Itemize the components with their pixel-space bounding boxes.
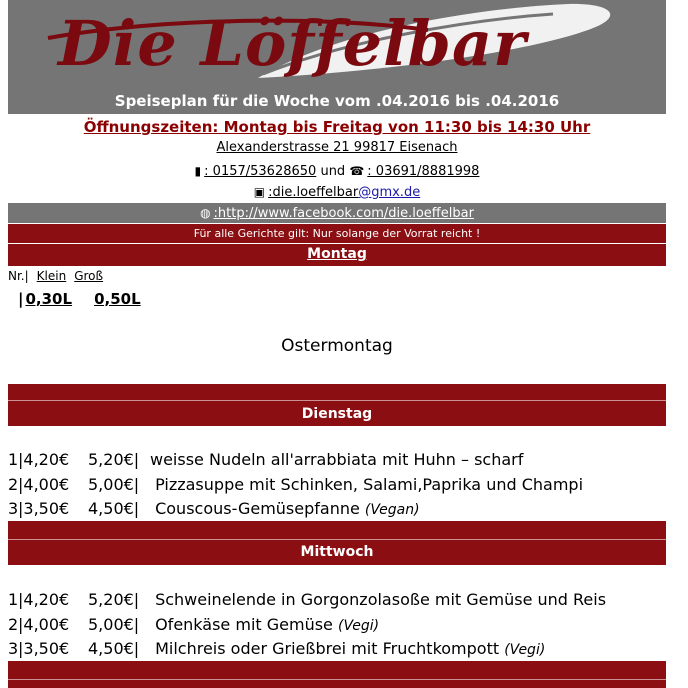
facebook-link[interactable]: :http://www.facebook.com/die.loeffelbar	[213, 206, 474, 221]
dish-price-large: 5,20€|	[88, 450, 140, 469]
opening-hours-text: Öffnungszeiten: Montag bis Freitag von 11:30 bis 14:30 Uhr	[83, 118, 591, 136]
dish-price-small: |4,00€	[18, 615, 70, 634]
dish-number: 1	[8, 590, 19, 609]
holiday-text: Ostermontag	[281, 336, 393, 356]
mobile-number: : 0157/53628650	[204, 164, 317, 179]
dish-price-small: |3,50€	[18, 499, 70, 518]
small-value: 0,30L	[25, 290, 73, 308]
size-values	[18, 289, 163, 309]
dish-row	[8, 588, 668, 612]
day-header-montag	[8, 244, 666, 266]
dish-note: (Vegi)	[337, 618, 380, 634]
dish-price-large: 5,00€|	[88, 615, 140, 634]
dish-number: 3	[8, 639, 19, 658]
dish-note: (Vegan)	[364, 502, 420, 518]
email-domain[interactable]: @gmx.de	[358, 185, 421, 200]
header-banner	[8, 0, 666, 114]
notice-bar: Für alle Gerichte gilt: Nur solange der Vorrat reicht !	[8, 224, 666, 243]
dish-price-large: 5,20€|	[88, 590, 140, 609]
dish-number: 1	[8, 450, 19, 469]
dish-name: weisse Nudeln all'arrabbiata mit Huhn – scharf	[150, 450, 524, 469]
logo-title: Die Löffelbar	[58, 7, 527, 80]
small-label: Klein	[36, 269, 67, 283]
dish-name: Schweinelende in Gorgonzolasoße mit Gemüse und Reis	[150, 590, 607, 609]
facebook-bar	[8, 203, 666, 223]
computer-icon: ▣	[253, 185, 266, 199]
dish-row	[8, 473, 668, 497]
dish-number: 3	[8, 499, 19, 518]
nr-label: Nr.|	[8, 269, 29, 283]
phone-line	[8, 160, 666, 182]
day-header-mittwoch	[8, 521, 666, 565]
dish-name: Couscous-Gemüsepfanne	[150, 499, 365, 518]
dish-price-large: 4,50€|	[88, 499, 140, 518]
size-header	[8, 268, 111, 284]
telephone-icon: ☎	[349, 164, 365, 178]
email-line	[8, 182, 666, 202]
phone-number: : 03691/8881998	[367, 164, 480, 179]
globe-icon: ◍	[200, 206, 211, 220]
large-value: 0,50L	[94, 290, 141, 308]
bar-divider	[8, 679, 666, 680]
large-label: Groß	[74, 269, 104, 283]
dish-note: (Vegi)	[504, 642, 546, 658]
day-name: Mittwoch	[300, 544, 374, 560]
opening-hours	[8, 116, 666, 138]
dish-name: Pizzasuppe mit Schinken, Salami,Paprika und Champi	[150, 475, 584, 494]
dish-price-small: |4,20€	[18, 450, 70, 469]
address-text: Alexanderstrasse 21 99817 Eisenach	[216, 140, 458, 155]
phone-and: und	[320, 164, 346, 179]
dish-price-large: 4,50€|	[88, 639, 140, 658]
mobile-phone-icon: ▮	[194, 164, 202, 178]
dish-row	[8, 637, 668, 661]
size-divider: |	[18, 290, 24, 308]
email-user[interactable]: :die.loeffelbar	[268, 185, 359, 200]
day-name: Montag	[307, 246, 367, 262]
dish-row	[8, 497, 668, 521]
dish-row	[8, 613, 668, 637]
dish-number: 2	[8, 615, 19, 634]
address	[8, 138, 666, 158]
dish-price-small: |3,50€	[18, 639, 70, 658]
dish-number: 2	[8, 475, 19, 494]
dish-price-small: |4,00€	[18, 475, 70, 494]
dish-name: Milchreis oder Grießbrei mit Fruchtkompott	[150, 639, 505, 658]
dish-price-small: |4,20€	[18, 590, 70, 609]
day-name: Dienstag	[301, 406, 373, 422]
dish-name: Ofenkäse mit Gemüse	[150, 615, 338, 634]
day-header-dienstag	[8, 384, 666, 426]
dish-row	[8, 448, 668, 472]
week-line: Speiseplan für die Woche vom .04.2016 bis .04.2016	[114, 92, 560, 110]
dish-price-large: 5,00€|	[88, 475, 140, 494]
day-header-next	[8, 661, 666, 688]
